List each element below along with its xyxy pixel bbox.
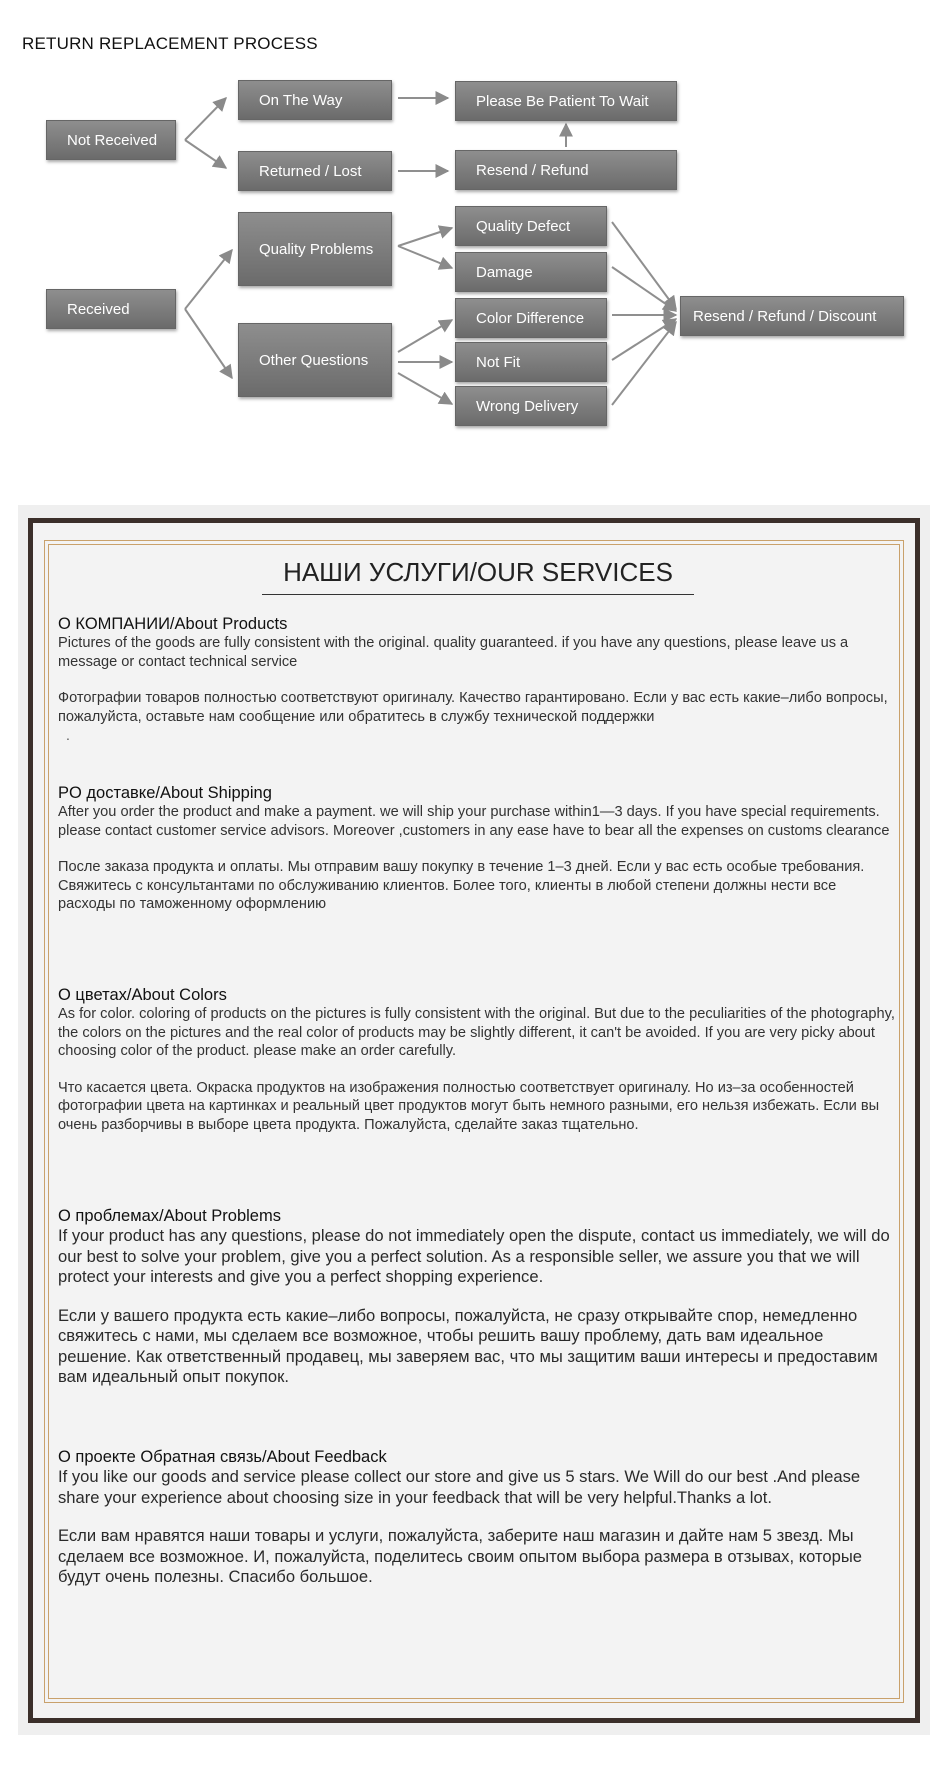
- arrow-quality-damage: [398, 246, 452, 268]
- node-resend-refund-discount: [680, 296, 904, 336]
- arrow-wrong-final: [612, 322, 676, 405]
- node-wrong-delivery: [455, 386, 607, 426]
- section-heading: О цветах/About Colors: [58, 986, 227, 1004]
- arrow-defect-final: [612, 222, 676, 309]
- arrow-received-quality: [185, 250, 232, 309]
- section-heading: О проблемах/About Problems: [58, 1207, 281, 1225]
- section-heading: О КОМПАНИИ/About Products: [58, 615, 288, 633]
- arrow-received-other: [185, 309, 232, 378]
- section-text-en: After you order the product and make a payment. we will ship your purchase within1—3 days. If you have special requirements. please contact customer service advisors. Moreover ,customers in any ease have to bear all the expenses on customs clearance: [58, 804, 890, 839]
- node-other-questions: [238, 323, 392, 397]
- node-received: [46, 289, 176, 329]
- section-text-en: Pictures of the goods are fully consistent with the original. quality guaranteed. if you have any questions, please leave us a message or contact technical service: [58, 635, 849, 670]
- node-label: Not Fit: [476, 353, 521, 371]
- arrow-notfit-final: [612, 319, 676, 360]
- node-label: Quality Defect: [476, 217, 571, 235]
- node-on-the-way: [238, 80, 392, 120]
- node-label: Please Be Patient To Wait: [476, 92, 649, 110]
- node-quality-defect: [455, 206, 607, 246]
- section-text-en: If you like our goods and service please collect our store and give us 5 stars. We Will do our best .And please share your experience about choosing size in your feedback that will be very helpful.Thanks a lot.: [58, 1467, 861, 1507]
- section-about-feedback: [58, 1447, 896, 1588]
- arrow-notreceived-returned: [185, 140, 226, 168]
- node-returned-lost: [238, 151, 392, 191]
- node-not-received: [46, 120, 176, 160]
- node-label: Returned / Lost: [259, 162, 362, 180]
- services-title: НАШИ УСЛУГИ/OUR SERVICES: [262, 557, 694, 595]
- node-label: Quality Problems: [259, 240, 374, 258]
- node-label: Resend / Refund / Discount: [693, 307, 877, 325]
- node-quality-problems: [238, 212, 392, 286]
- node-not-fit: [455, 342, 607, 382]
- node-resend-refund: [455, 150, 677, 190]
- node-label: Damage: [476, 263, 533, 281]
- section-about-products: [58, 614, 896, 744]
- node-color-difference: [455, 298, 607, 338]
- node-damage: [455, 252, 607, 292]
- arrow-notreceived-ontheway: [185, 98, 226, 140]
- section-about-shipping: [58, 783, 896, 914]
- arrow-other-color: [398, 320, 452, 352]
- arrow-quality-defect: [398, 228, 452, 246]
- node-label: On The Way: [259, 91, 343, 109]
- arrow-other-wrong: [398, 373, 452, 404]
- section-about-colors: [58, 985, 896, 1134]
- section-heading: PO доставке/About Shipping: [58, 784, 272, 802]
- node-label: Color Difference: [476, 309, 585, 327]
- arrow-damage-final: [612, 267, 676, 311]
- flow-title: RETURN REPLACEMENT PROCESS: [22, 34, 318, 53]
- section-text-ru: Что касается цвета. Окраска продуктов на изображения полностью соответствует оригиналу. Но из–за особенностей фотографии цвета на картинках и реальный цвет продуктов могут быть немного разными, его нельзя избежать. Если вы очень разборчивы в выборе цвета продукта. Пожалуйста, сделайте заказ тщательно.: [58, 1079, 880, 1133]
- node-label: Received: [67, 300, 130, 318]
- section-heading: О проекте Обратная связь/About Feedback: [58, 1448, 387, 1466]
- node-please-wait: [455, 81, 677, 121]
- node-label: Not Received: [67, 131, 158, 149]
- node-label: Wrong Delivery: [476, 397, 579, 415]
- node-label: Resend / Refund: [476, 161, 589, 179]
- section-text-en: As for color. coloring of products on the pictures is fully consistent with the original. But due to the peculiarities of the photography, the colors on the pictures and the real color of products may be slightly different, it can't be avoided. If you are very picky about choosing color of the product. please make an order carefully.: [58, 1006, 895, 1059]
- section-text-ru: Если вам нравятся наши товары и услуги, пожалуйста, заберите наш магазин и дайте нам 5 звезд. Мы сделаем все возможное. И, пожалуйста, поделитесь своим опытом выбора размера в отзывах, которые будут очень полезны. Спасибо большое.: [58, 1526, 863, 1586]
- section-text-ru: Если у вашего продукта есть какие–либо вопросы, пожалуйста, не сразу открывайте спор, немедленно свяжитесь с нами, мы сделаем все возможное, чтобы решить вашу проблему, дать вам идеальное решение. Как ответственный продавец, мы заверяем вас, что мы защитим ваши интересы и предоставим вам идеальный опыт покупок.: [58, 1305, 878, 1386]
- node-label: Other Questions: [259, 351, 369, 369]
- section-text-ru: Фотографии товаров полностью соответствуют оригиналу. Качество гарантировано. Если у вас есть какие–либо вопросы, пожалуйста, оставьте нам сообщение или обратитесь в службу технической поддержки: [58, 690, 888, 725]
- section-text-en: If your product has any questions, please do not immediately open the dispute, contact us immediately, we will do our best to solve your problem, give you a perfect solution. As a responsible seller, we assure you that we will protect your interests and give you a perfect shopping experience.: [58, 1226, 890, 1286]
- stray-dot: .: [66, 727, 70, 743]
- section-text-ru: После заказа продукта и оплаты. Мы отправим вашу покупку в течение 1–3 дней. Если у вас есть особые требования. Свяжитесь с консультантами по обслуживанию клиентов. Более того, клиенты в любой степени должны нести все расходы по таможенному оформлению: [58, 859, 865, 912]
- section-about-problems: [58, 1206, 896, 1388]
